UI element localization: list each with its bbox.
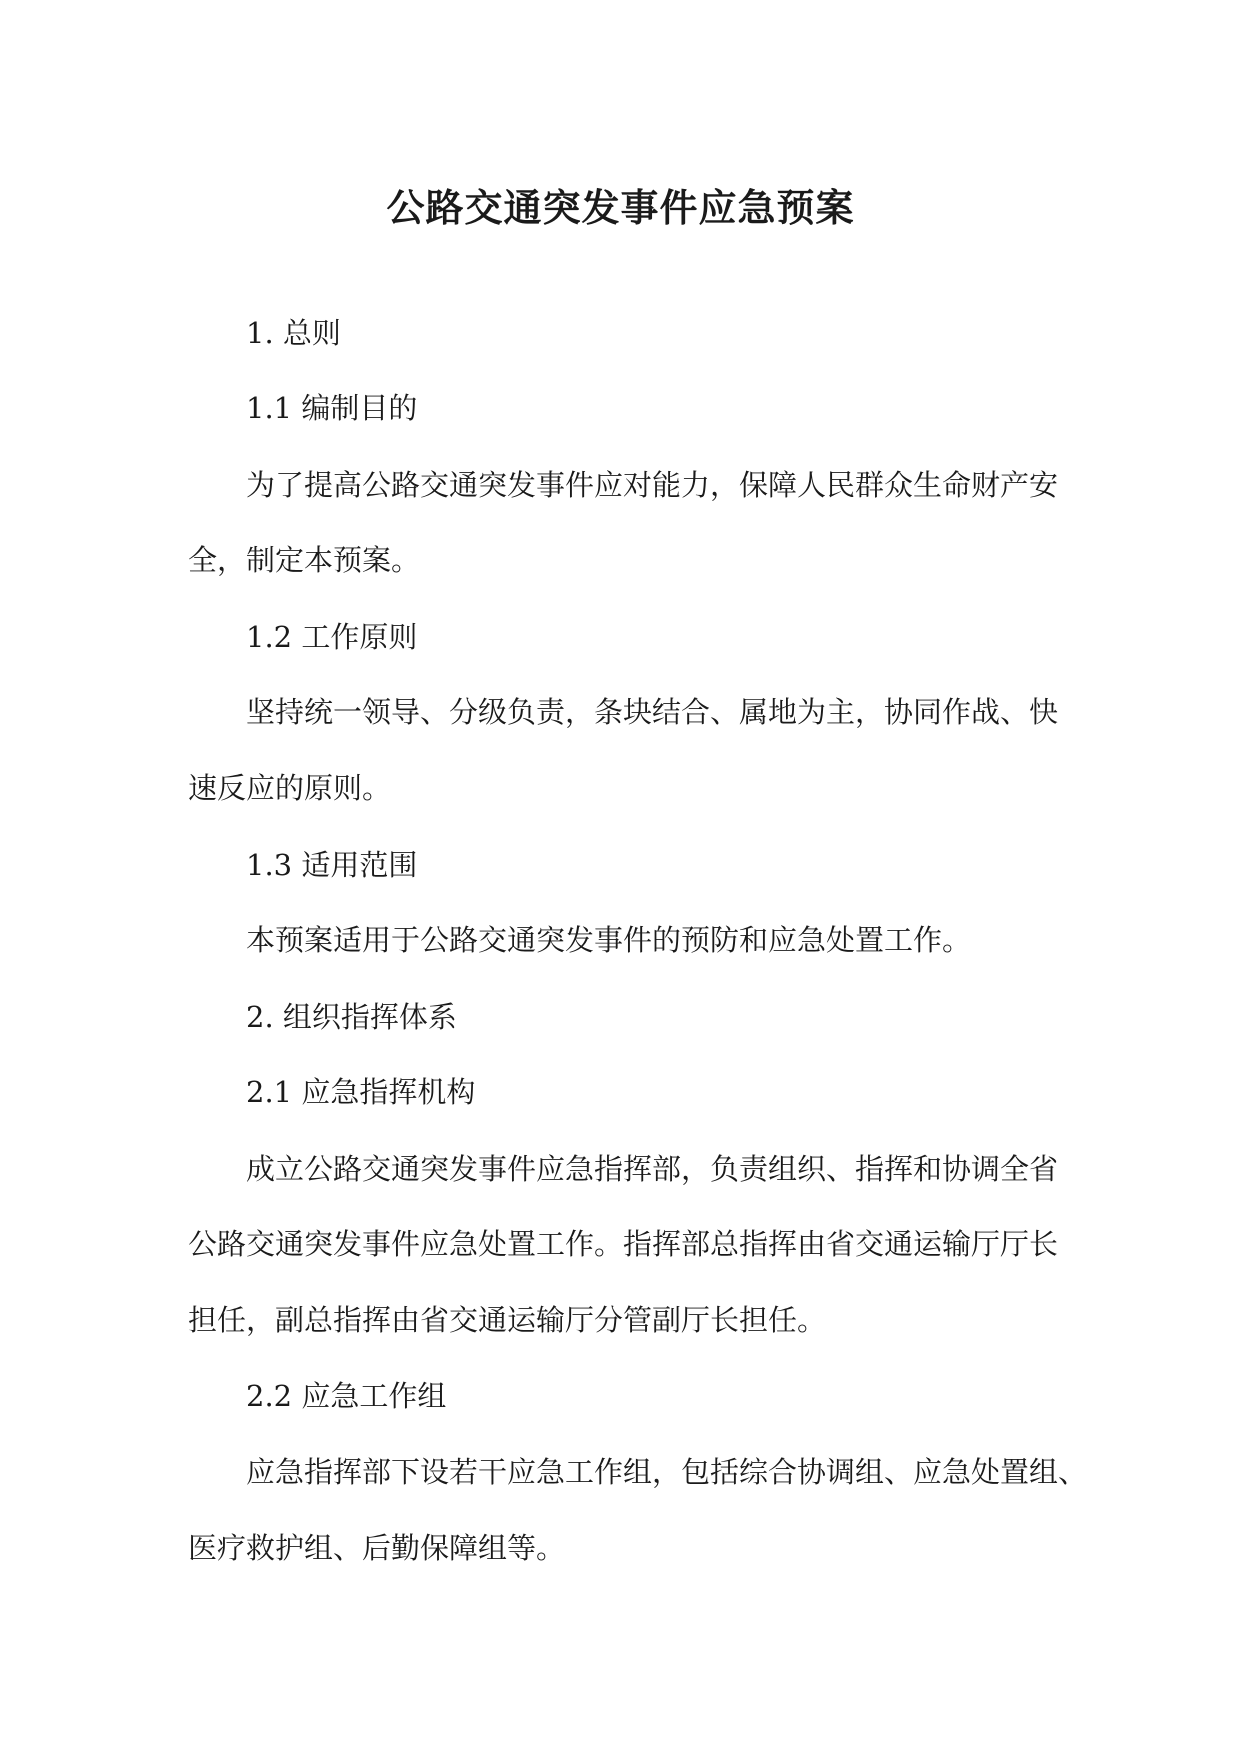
paragraph-2-1-line-3: 担任，副总指挥由省交通运输厅分管副厅长担任。 bbox=[188, 1303, 827, 1337]
paragraph-2-1-line-2: 公路交通突发事件应急处置工作。指挥部总指挥由省交通运输厅厅长 bbox=[188, 1227, 1059, 1261]
paragraph-2-1-line-1: 成立公路交通突发事件应急指挥部，负责组织、指挥和协调全省 bbox=[246, 1152, 1059, 1186]
paragraph-1-2-line-2: 速反应的原则。 bbox=[188, 771, 392, 805]
document-title: 公路交通突发事件应急预案 bbox=[386, 185, 855, 230]
paragraph-1-1-line-2: 全，制定本预案。 bbox=[188, 543, 421, 577]
heading-1-1: 1.1 编制目的 bbox=[246, 391, 418, 425]
paragraph-1-1-line-1: 为了提高公路交通突发事件应对能力，保障人民群众生命财产安 bbox=[246, 468, 1059, 502]
paragraph-1-3-line-1: 本预案适用于公路交通突发事件的预防和应急处置工作。 bbox=[246, 923, 972, 957]
heading-1-3: 1.3 适用范围 bbox=[246, 848, 418, 882]
heading-2: 2. 组织指挥体系 bbox=[246, 1000, 457, 1034]
heading-1-2: 1.2 工作原则 bbox=[246, 620, 418, 654]
heading-1: 1. 总则 bbox=[246, 316, 341, 350]
heading-2-2: 2.2 应急工作组 bbox=[246, 1379, 447, 1413]
paragraph-2-2-line-1: 应急指挥部下设若干应急工作组，包括综合协调组、应急处置组、 bbox=[246, 1455, 1088, 1489]
heading-2-1: 2.1 应急指挥机构 bbox=[246, 1075, 476, 1109]
paragraph-1-2-line-1: 坚持统一领导、分级负责，条块结合、属地为主，协同作战、快 bbox=[246, 695, 1059, 729]
paragraph-2-2-line-2: 医疗救护组、后勤保障组等。 bbox=[188, 1531, 566, 1565]
